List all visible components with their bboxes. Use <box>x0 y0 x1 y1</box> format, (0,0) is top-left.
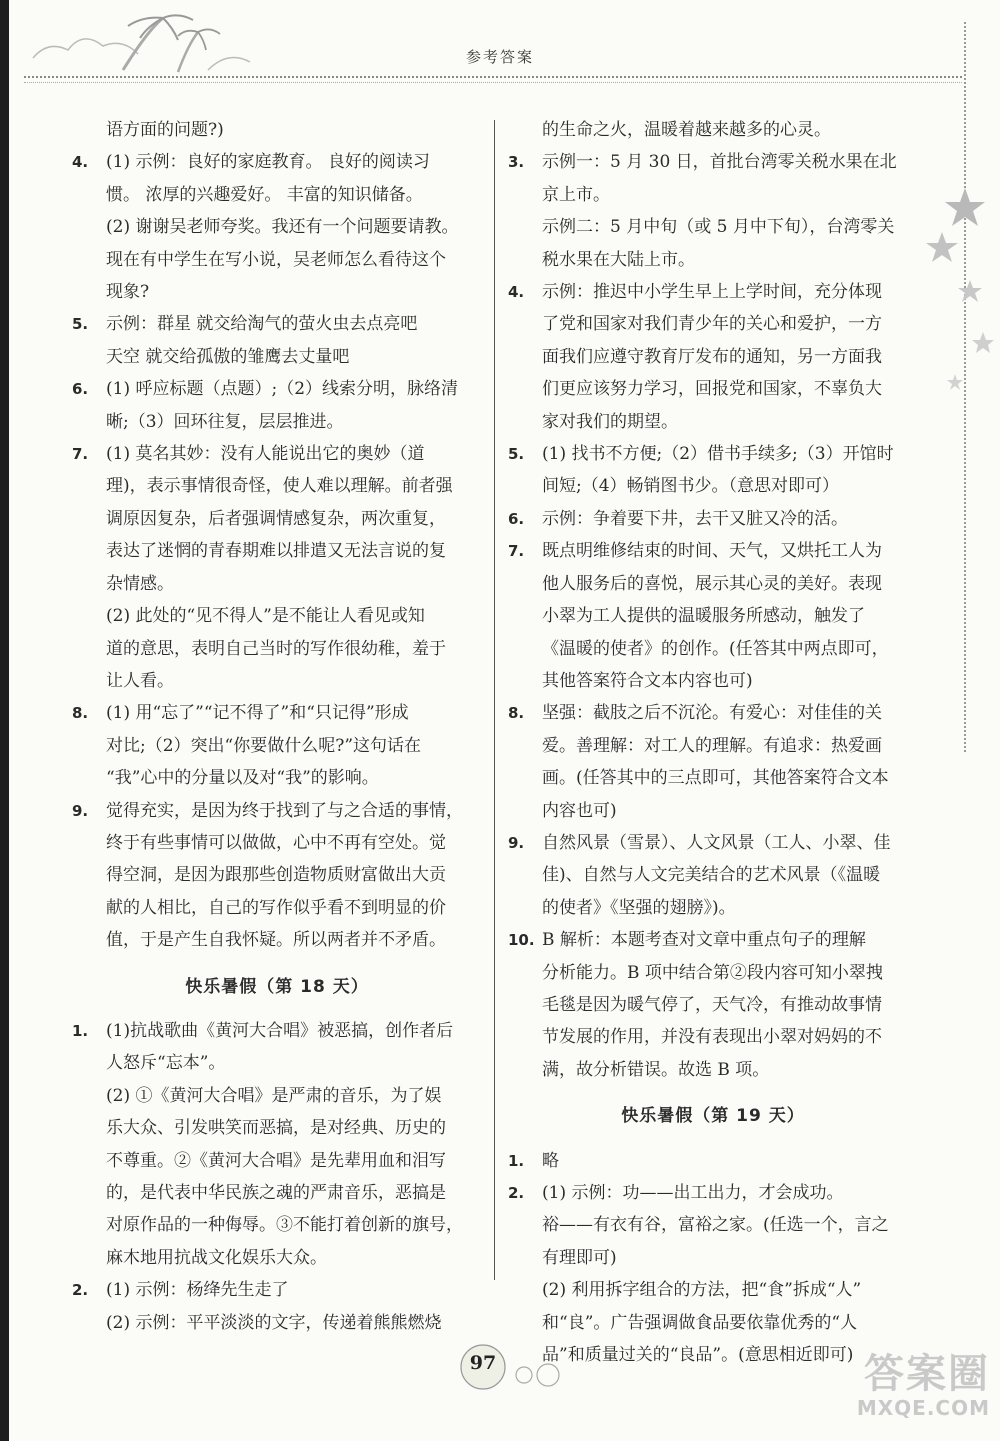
watermark-url: MXQE.COM <box>856 1396 990 1420</box>
answer-line: 小翠为工人提供的温暖服务所感动，触发了 <box>542 606 865 627</box>
answer-number: 8. <box>72 704 89 723</box>
answer-line: (2) ①《黄河大合唱》是严肃的音乐，为了娱 <box>106 1085 442 1106</box>
answer-continuation <box>72 1080 482 1274</box>
stars-decoration <box>925 180 1000 400</box>
answer-line: (1) 示例：良好的家庭教育。 良好的阅读习 <box>106 152 430 173</box>
answer-line: 们更应该努力学习，回报党和国家，不辜负大 <box>542 379 882 400</box>
answer-line: 麻木地用抗战文化娱乐大众。 <box>106 1247 327 1268</box>
answer-line: (1) 找书不方便;（2）借书手续多;（3）开馆时 <box>542 444 894 465</box>
column-divider <box>494 120 495 1280</box>
answer-line: (2) 示例：平平淡淡的文字，传递着熊熊燃烧 <box>106 1312 442 1333</box>
answer-line: 画。(任答其中的三点即可，其他答案符合文本 <box>542 768 889 789</box>
answer-line: 品”和质量过关的“良品”。(意思相近即可) <box>542 1345 854 1366</box>
answer-line: 表达了迷惘的青春期难以排遣又无法言说的复 <box>106 541 446 562</box>
answer-item <box>508 827 918 924</box>
answer-line: 示例：推迟中小学生早上上学时间，充分体现 <box>542 282 882 303</box>
watermark-logo-text: 答案圈 <box>864 1351 990 1397</box>
header-title: 参考答案 <box>465 48 534 66</box>
answer-line: 略 <box>542 1150 559 1171</box>
star-icon <box>958 280 982 302</box>
answer-line: 间短;（4）畅销图书少。（意思对即可） <box>542 476 840 497</box>
answer-item <box>508 924 918 1086</box>
answer-line: 面我们应遵守教育厅发布的通知，另一方面我 <box>542 346 882 367</box>
answer-item <box>72 438 482 600</box>
answer-line: 天空 就交给孤傲的雏鹰去丈量吧 <box>106 346 350 367</box>
answer-line: 他人服务后的喜悦，展示其心灵的美好。表现 <box>542 573 882 594</box>
answer-line: 家对我们的期望。 <box>542 411 678 432</box>
palm-tree-decoration <box>28 10 258 80</box>
answer-line: (2) 此处的“见不得人”是不能让人看见或知 <box>106 606 425 627</box>
answer-number: 1. <box>508 1151 525 1170</box>
star-icon <box>926 232 958 262</box>
answer-line: (1) 莫名其妙：没有人能说出它的奥妙（道 <box>106 444 425 465</box>
answer-item <box>72 373 482 438</box>
answer-number: 9. <box>508 833 525 852</box>
answer-line: 道的意思，表明自己当时的写作很幼稚，羞于 <box>106 638 446 659</box>
answer-continuation <box>72 600 482 697</box>
answer-number: 5. <box>508 445 525 464</box>
answer-item <box>508 1177 918 1209</box>
page-circles-decoration <box>512 1362 572 1388</box>
answer-line: 坚强：截肢之后不沉沦。有爱心：对佳佳的关 <box>542 703 882 724</box>
answer-number: 2. <box>508 1184 525 1202</box>
answer-item <box>72 308 482 373</box>
right-column <box>508 114 918 1371</box>
answer-item <box>72 146 482 211</box>
answer-number: 4. <box>72 153 89 172</box>
answer-item <box>508 1145 918 1177</box>
answer-line: 现象? <box>106 282 150 303</box>
answer-line: 爱。善理解：对工人的理解。有追求：热爱画 <box>542 735 882 756</box>
answer-line: 得空洞，是因为跟那些创造物质财富做出大贡 <box>106 865 446 886</box>
answer-line: 乐大众、引发哄笑而恶搞，是对经典、历史的 <box>106 1118 446 1139</box>
answer-number: 10. <box>508 931 535 950</box>
answer-line: 终于有些事情可以做做，心中不再有空处。觉 <box>106 832 446 853</box>
answer-number: 3. <box>508 153 525 172</box>
page-number: 97 <box>469 1352 497 1374</box>
header-divider <box>24 76 962 78</box>
answer-line: 既点明维修结束的时间、天气，又烘托工人为 <box>542 541 882 562</box>
answer-line: “我”心中的分量以及对“我”的影响。 <box>106 768 379 789</box>
answer-line: 献的人相比，自己的写作似乎看不到明显的价 <box>106 897 446 918</box>
answer-number: 4. <box>508 283 525 302</box>
answer-line: 不尊重。②《黄河大合唱》是先辈用血和泪写 <box>106 1150 446 1171</box>
answer-line: 对原作品的一种侮辱。③不能打着创新的旗号， <box>106 1215 463 1236</box>
answer-line: (1) 用“忘了”“记不得了”和“只记得”形成 <box>106 703 409 724</box>
answer-line: 自然风景（雪景）、人文风景（工人、小翠、佳 <box>542 832 891 853</box>
answer-item <box>508 146 918 211</box>
answer-line: 的生命之火，温暖着越来越多的心灵。 <box>542 120 831 140</box>
answer-line: 有理即可) <box>542 1247 617 1268</box>
answer-item <box>72 795 482 957</box>
answer-line: 的，是代表中华民族之魂的严肃音乐，恶搞是 <box>106 1183 446 1203</box>
answer-line: 晰;（3）回环往复，层层推进。 <box>106 411 344 432</box>
answer-number: 5. <box>72 315 89 334</box>
section-title: 快乐暑假（第 18 天） <box>185 976 369 997</box>
answer-line: 税水果在大陆上市。 <box>542 249 695 270</box>
answer-line: 其他答案符合文本内容也可) <box>542 670 753 691</box>
star-icon <box>947 374 963 390</box>
answer-item <box>508 697 918 827</box>
answer-line: B 解析：本题考查对文章中重点句子的理解 <box>542 930 866 951</box>
left-column <box>72 114 482 1339</box>
answer-line: 示例二：5 月中旬（或 5 月中下旬），台湾零关 <box>542 217 895 238</box>
answer-item <box>72 697 482 794</box>
answer-continuation <box>508 211 918 276</box>
answer-item <box>72 1015 482 1080</box>
answer-line: 的使者》《坚强的翅膀》)。 <box>542 897 736 918</box>
answer-number: 6. <box>72 380 89 399</box>
answer-line: 毛毯是因为暖气停了，天气冷，有推动故事情 <box>542 994 882 1015</box>
answer-number: 7. <box>508 542 525 561</box>
watermark <box>820 1352 990 1420</box>
answer-line: 节发展的作用，并没有表现出小翠对妈妈的不 <box>542 1027 882 1048</box>
answer-line: 对比;（2）突出“你要做什么呢?”这句话在 <box>106 735 422 756</box>
answer-line: (1) 呼应标题（点题）;（2）线索分明，脉络清 <box>106 379 459 400</box>
answer-number: 2. <box>72 1281 89 1300</box>
answer-item <box>508 438 918 503</box>
answer-line: 裕——有衣有谷，富裕之家。(任选一个，言之 <box>542 1215 889 1236</box>
answer-line: 京上市。 <box>542 184 610 205</box>
answer-line: 内容也可) <box>542 800 617 821</box>
answer-line: 觉得充实，是因为终于找到了与之合适的事情， <box>106 800 463 821</box>
answer-line: 惯。 浓厚的兴趣爱好。 丰富的知识储备。 <box>106 184 423 205</box>
answer-line: (2) 利用拆字组合的方法，把“食”拆成“人” <box>542 1280 862 1301</box>
star-icon <box>972 332 994 353</box>
answer-continuation <box>72 1307 482 1339</box>
answer-line: 让人看。 <box>106 670 174 691</box>
answer-continuation <box>508 114 918 146</box>
answer-number: 7. <box>72 445 89 464</box>
answer-line: (2) 谢谢吴老师夸奖。我还有一个问题要请教。 <box>106 217 459 238</box>
answer-number: 6. <box>508 509 525 528</box>
answer-line: 分析能力。B 项中结合第②段内容可知小翠拽 <box>542 962 883 983</box>
answer-line: 语方面的问题?) <box>106 120 224 140</box>
answer-line: 示例一：5 月 30 日，首批台湾零关税水果在北 <box>542 152 897 173</box>
book-spine <box>0 0 9 1441</box>
answer-line: 理)，表示事情很奇怪，使人难以理解。前者强 <box>106 476 453 497</box>
answer-line: 示例：争着要下井，去干又脏又冷的活。 <box>542 508 848 529</box>
answer-line: (1) 示例：功——出工出力，才会成功。 <box>542 1183 844 1203</box>
answer-item <box>508 503 918 535</box>
header-divider-secondary <box>24 82 962 83</box>
answer-item <box>72 1274 482 1306</box>
answer-line: 了党和国家对我们青少年的关心和爱护，一方 <box>542 314 882 335</box>
answer-number: 9. <box>72 801 89 820</box>
answer-number: 8. <box>508 704 525 723</box>
answer-line: 和“良”。广告强调做食品要依靠优秀的“人 <box>542 1312 858 1333</box>
answer-line: 值，于是产生自我怀疑。所以两者并不矛盾。 <box>106 930 446 951</box>
answer-line: 杂情感。 <box>106 573 174 594</box>
answer-line: (1) 示例：杨绛先生走了 <box>106 1280 289 1301</box>
answer-continuation <box>72 211 482 308</box>
star-icon <box>945 188 985 226</box>
answer-continuation <box>508 1209 918 1274</box>
answer-line: (1)抗战歌曲《黄河大合唱》被恶搞，创作者后 <box>106 1020 454 1041</box>
answer-continuation <box>72 114 482 146</box>
answer-line: 人怒斥“忘本”。 <box>106 1053 226 1074</box>
answer-line: 佳)、自然与人文完美结合的艺术风景（《温暖 <box>542 865 881 886</box>
answer-line: 《温暖的使者》的创作。(任答其中两点即可， <box>542 638 889 659</box>
answer-number: 1. <box>72 1021 89 1040</box>
answer-item <box>508 535 918 697</box>
section-title: 快乐暑假（第 19 天） <box>621 1106 805 1127</box>
answer-line: 满，故分析错误。故选 B 项。 <box>542 1059 770 1080</box>
answer-line: 现在有中学生在写小说，吴老师怎么看待这个 <box>106 249 446 270</box>
answer-line: 示例：群星 就交给淘气的萤火虫去点亮吧 <box>106 314 418 335</box>
answer-line: 调原因复杂，后者强调情感复杂，两次重复， <box>106 508 446 529</box>
answer-item <box>508 276 918 438</box>
